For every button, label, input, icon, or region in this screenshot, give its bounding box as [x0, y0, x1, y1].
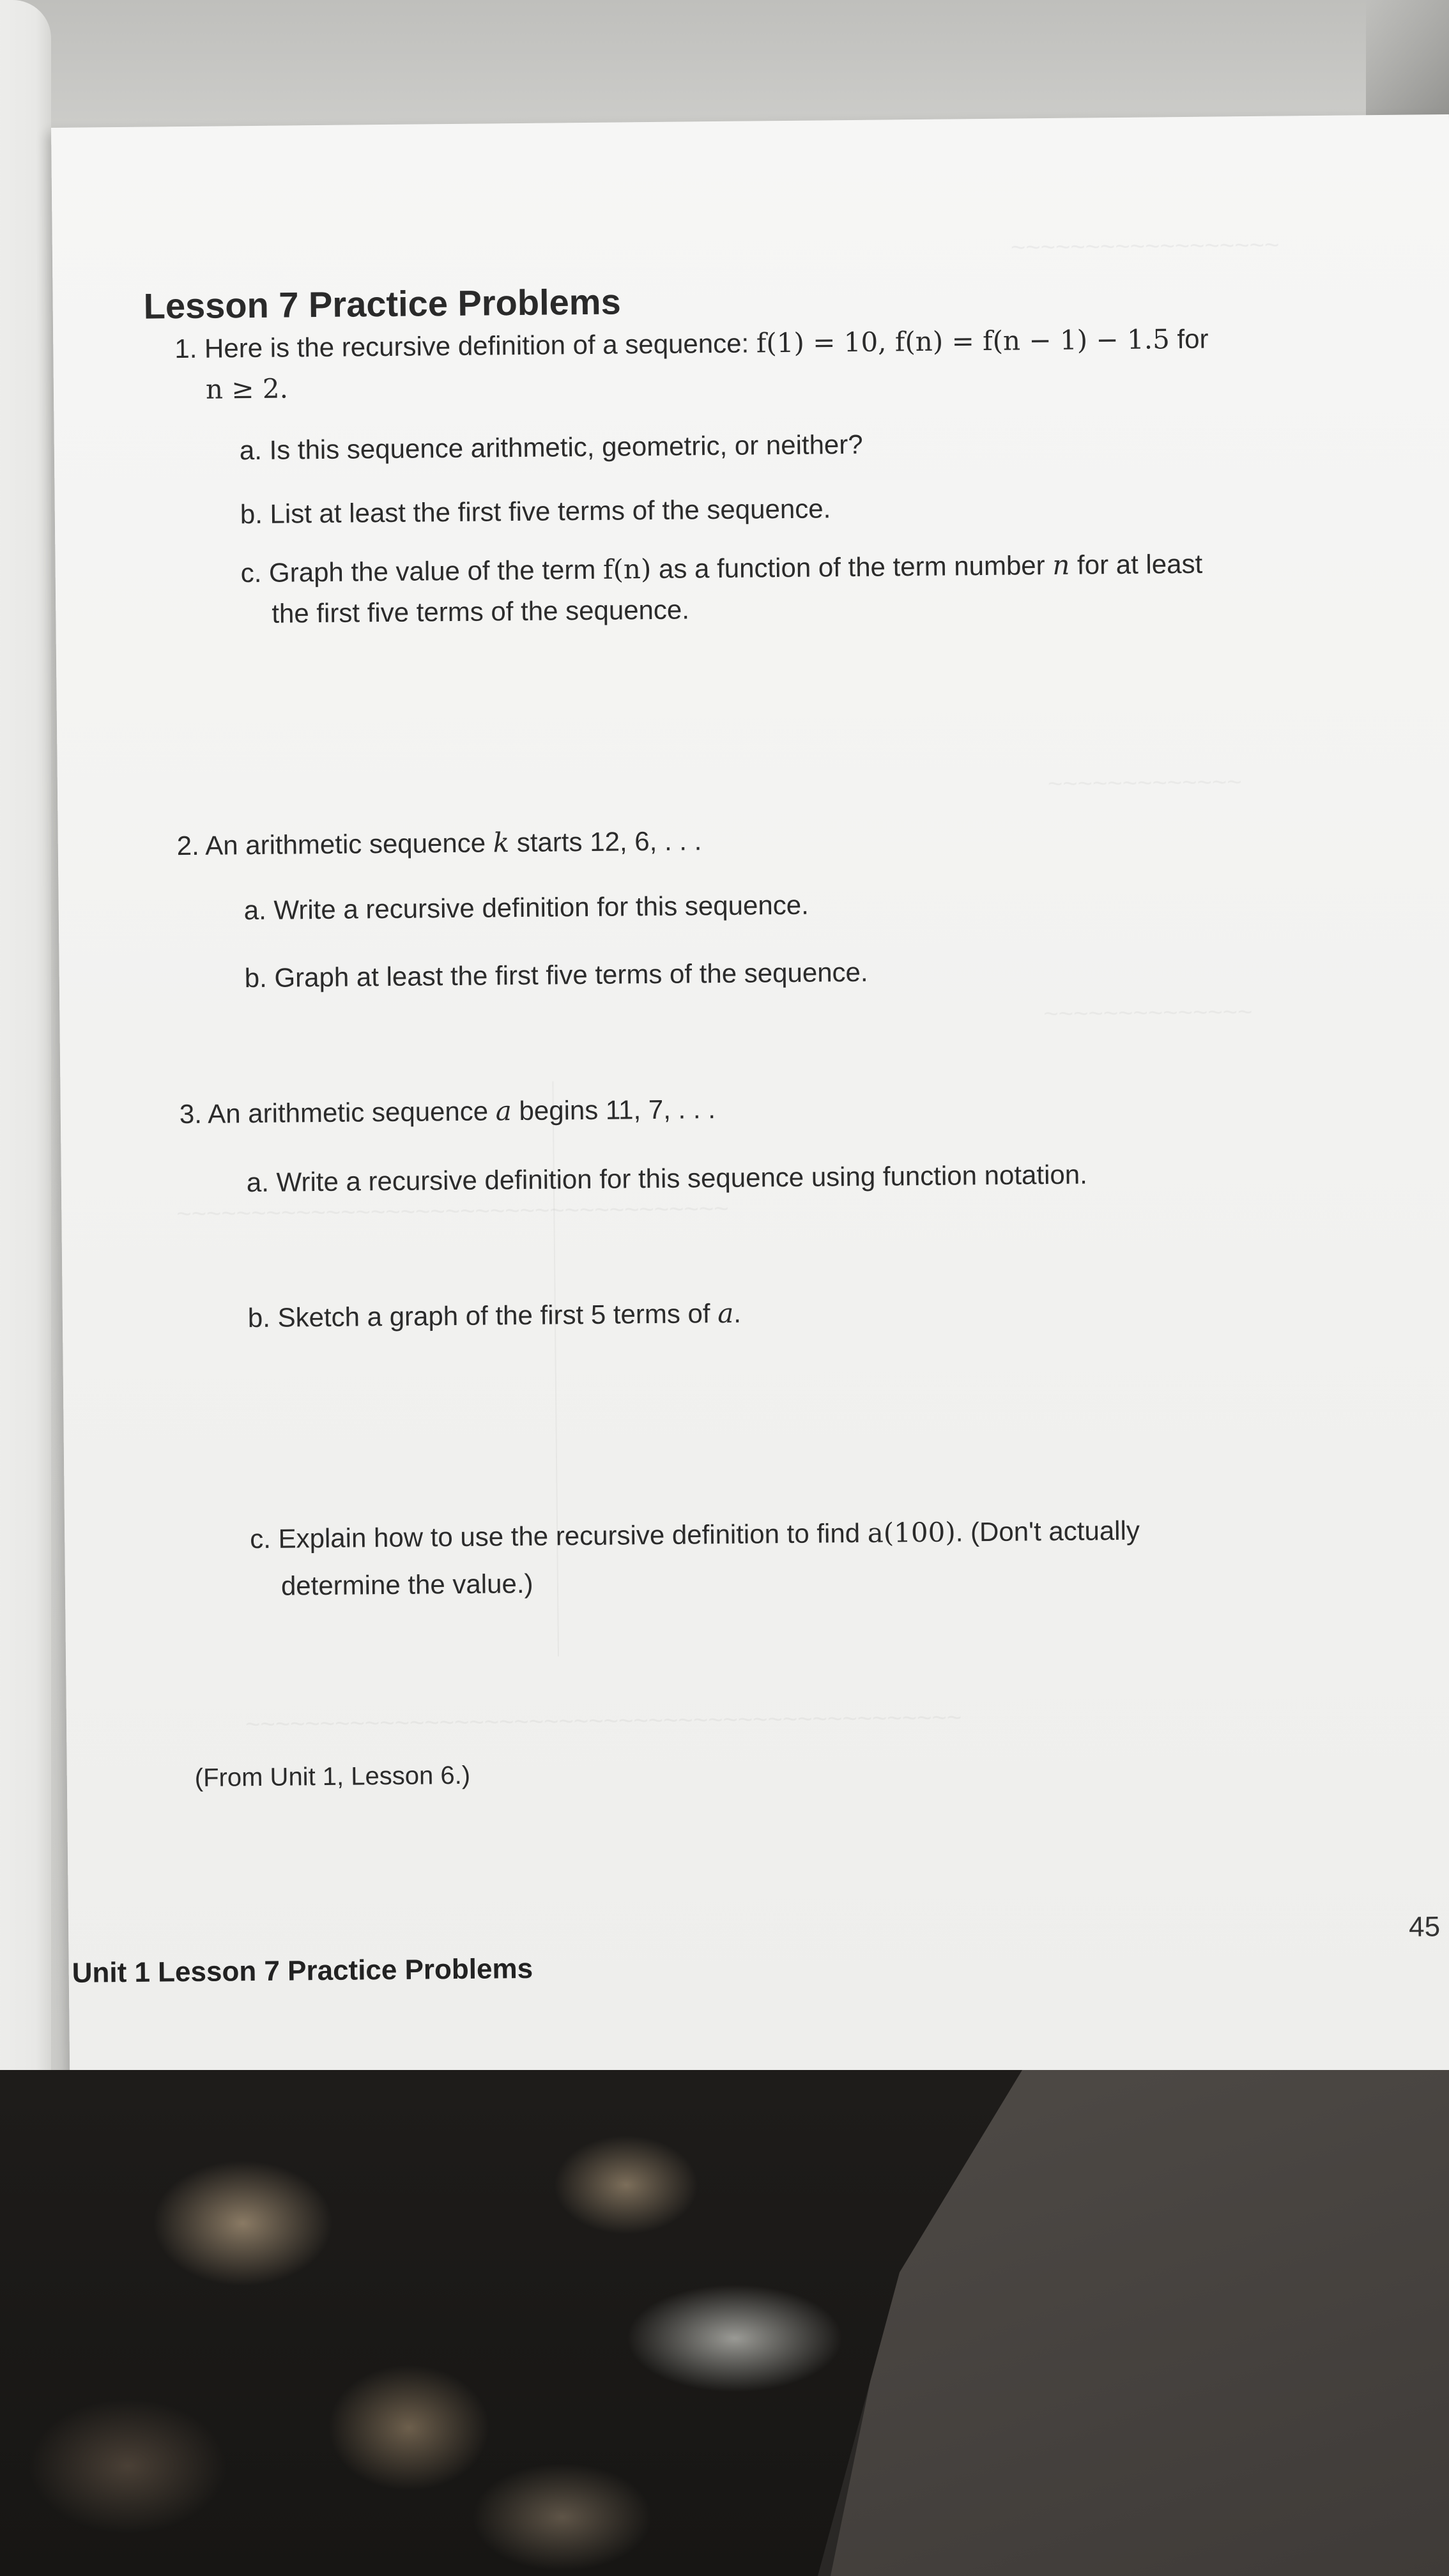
problem-3-part-b — [248, 1296, 742, 1337]
part-text: Explain how to use the recursive definition to find — [278, 1517, 868, 1554]
problem-3 — [180, 1091, 716, 1133]
problem-number: 2. — [176, 830, 200, 861]
show-through-text: ~~~~~~~~~~~~~~ — [1043, 998, 1253, 1029]
part-text: . (Don't actually — [955, 1515, 1140, 1547]
part-label: c. — [240, 557, 262, 588]
problem-1-part-a — [240, 427, 863, 469]
show-through-text: ~~~~~~~~~~~~~ — [1047, 768, 1242, 799]
problem-text: An arithmetic sequence — [204, 827, 493, 861]
problem-3-part-c — [250, 1513, 1140, 1558]
footer-title: Unit 1 Lesson 7 Practice Problems — [72, 1952, 533, 1989]
background-corner-shadow — [1366, 0, 1449, 128]
part-math: n — [1052, 549, 1070, 581]
part-text: Graph at least the first five terms of the sequence. — [274, 956, 868, 993]
problem-text-suffix: for — [1169, 323, 1209, 355]
part-math: a(100) — [867, 1516, 956, 1549]
part-text: Write a recursive definition for this sequence. — [273, 889, 809, 925]
problem-1-part-c-line2: the first five terms of the sequence. — [272, 594, 690, 629]
problem-2-part-a — [244, 887, 809, 929]
problem-1 — [174, 321, 1209, 367]
recursive-definition: f(1) = 10, f(n) = f(n − 1) − 1.5 — [756, 323, 1170, 359]
source-citation: (From Unit 1, Lesson 6.) — [194, 1761, 471, 1792]
part-math: f(n) — [602, 553, 652, 585]
show-through-text: ~~~~~~~~~~~~~~~~~~ — [1010, 231, 1280, 262]
part-label: b. — [244, 962, 268, 993]
sequence-name: k — [493, 827, 510, 859]
show-through-text: ~~~~~~~~~~~~~~~~~~~~~~~~~~~~~~~~~~~~~~~~~~~~~~~~ — [245, 1703, 962, 1739]
part-text: Write a recursive definition for this sequence using function notation. — [276, 1159, 1088, 1197]
part-label: b. — [240, 498, 263, 530]
problem-1-part-c — [240, 546, 1202, 592]
problem-1-part-b — [240, 491, 831, 533]
problem-3-part-c-line2: determine the value.) — [280, 1568, 533, 1601]
part-math: a — [717, 1297, 734, 1330]
problem-2 — [177, 823, 702, 864]
sequence-name: a — [495, 1095, 512, 1127]
part-text: . — [733, 1298, 742, 1328]
worksheet-page — [51, 114, 1449, 2102]
problem-1-condition: n ≥ 2. — [205, 372, 289, 405]
part-label: b. — [247, 1302, 271, 1333]
part-label: c. — [249, 1523, 272, 1554]
part-text: for at least — [1070, 548, 1203, 580]
part-text: List at least the first five terms of the sequence. — [270, 493, 831, 529]
problem-2-part-b — [245, 954, 868, 997]
part-label: a. — [239, 434, 263, 466]
part-label: a. — [246, 1167, 270, 1198]
problem-3-part-a — [247, 1157, 1087, 1201]
problem-text: An arithmetic sequence — [207, 1096, 496, 1129]
part-text: Graph the value of the term — [268, 554, 604, 588]
show-through-text: ~~~~~~~~~~~~~~~~~~~~~~~~~~~~~~~~~~~~~ — [176, 1194, 729, 1229]
page-number: 45 — [1408, 1911, 1441, 1943]
page-title: Lesson 7 Practice Problems — [143, 281, 621, 326]
problem-number: 1. — [174, 333, 197, 364]
adjacent-page-edge — [0, 0, 51, 2096]
part-text: Sketch a graph of the first 5 terms of — [277, 1298, 718, 1333]
part-label: a. — [243, 894, 267, 926]
problem-text: starts 12, 6, . . . — [509, 825, 702, 858]
problem-text: begins 11, 7, . . . — [511, 1094, 716, 1126]
part-text: as a function of the term number — [651, 549, 1053, 585]
problem-number: 3. — [179, 1098, 203, 1130]
problem-text: Here is the recursive definition of a sequence: — [204, 328, 757, 364]
part-text: Is this sequence arithmetic, geometric, or neither? — [269, 429, 863, 465]
